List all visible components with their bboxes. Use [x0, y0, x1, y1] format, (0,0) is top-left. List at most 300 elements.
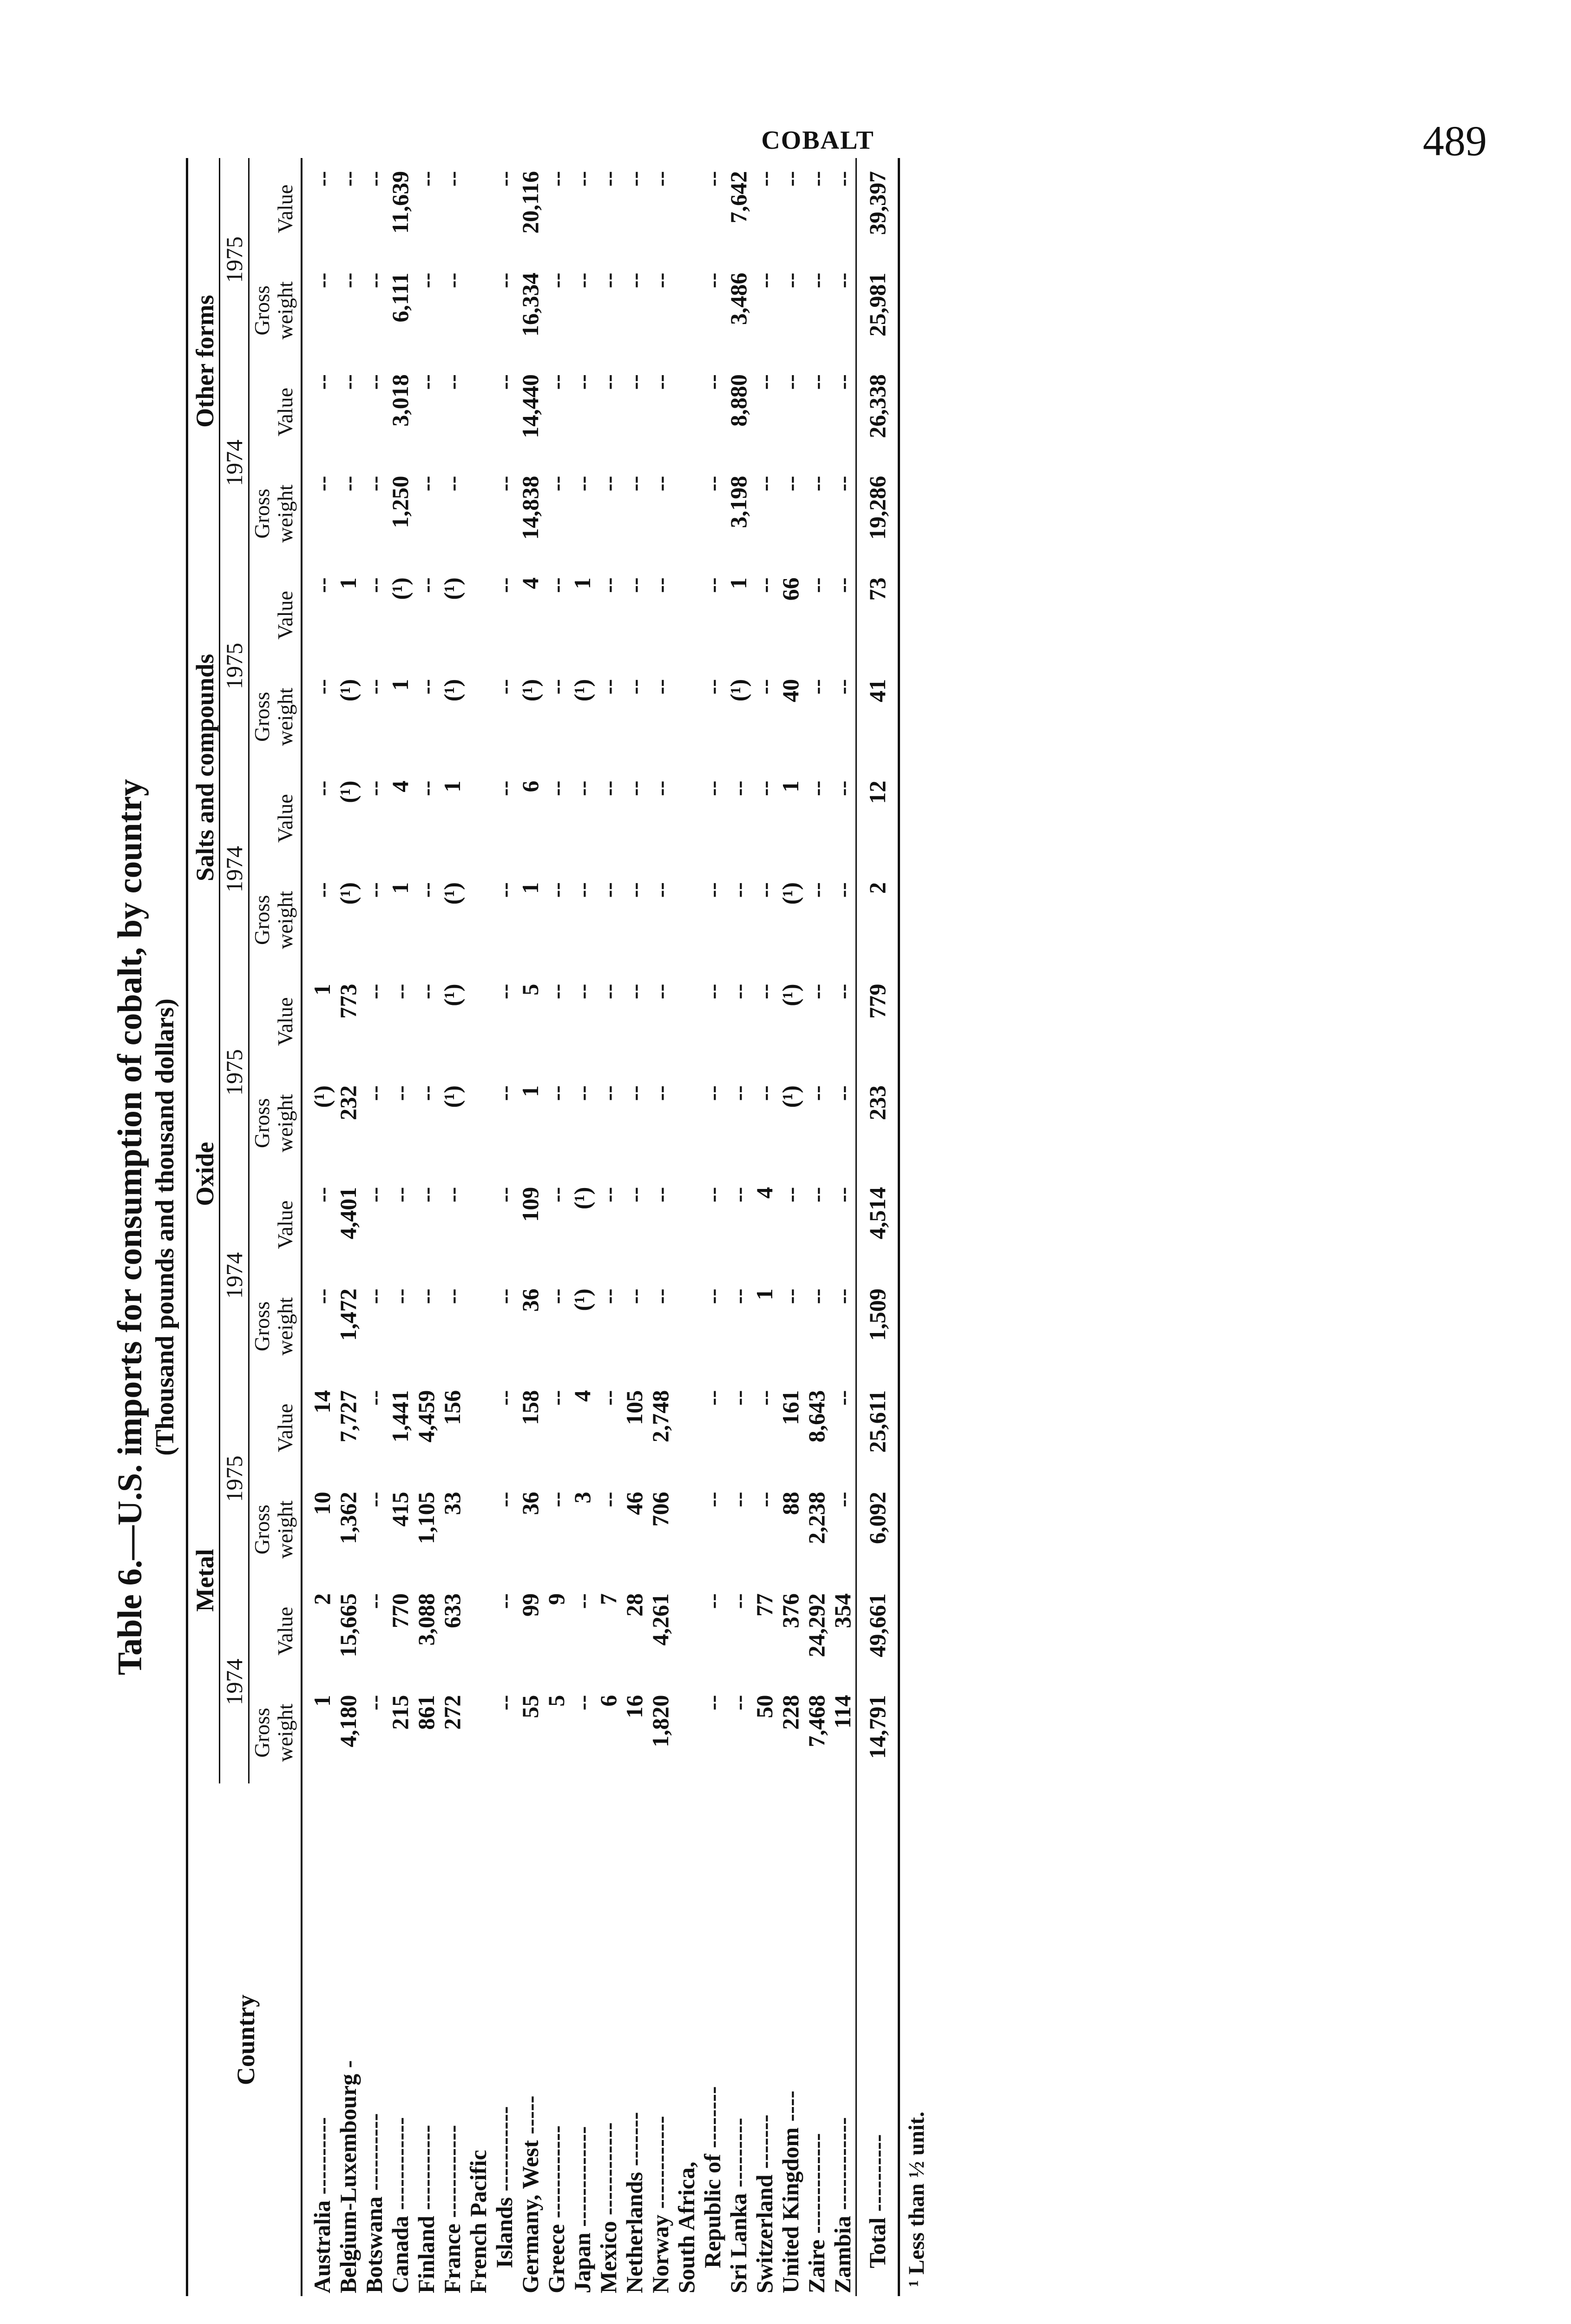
total-value-cell: 233 [856, 1072, 891, 1174]
value-cell: -- [699, 1390, 725, 1406]
value-cell: 1 [569, 577, 595, 589]
value-cell: -- [647, 171, 673, 187]
value-cell: (¹) [569, 679, 595, 702]
value-cell: -- [621, 984, 647, 999]
value-cell [465, 564, 491, 666]
value-cell: -- [491, 984, 517, 999]
value-cell: 7 [595, 1593, 621, 1605]
value-header: Value [249, 564, 302, 666]
value-cell: -- [491, 1492, 517, 1507]
value-cell: 8,880 [725, 374, 751, 427]
value-cell: -- [699, 882, 725, 898]
value-cell: -- [621, 780, 647, 796]
value-cell [465, 666, 491, 768]
value-cell: -- [543, 882, 569, 898]
total-row [856, 158, 891, 2296]
value-cell: (¹) [309, 1085, 335, 1108]
gross-weight-header: Gross weight [249, 1682, 302, 1784]
value-cell: -- [543, 1187, 569, 1203]
value-cell: -- [699, 1695, 725, 1710]
value-cell: -- [413, 984, 439, 999]
value-cell: -- [569, 1593, 595, 1609]
value-cell: (¹) [569, 1288, 595, 1311]
value-cell: (¹) [517, 679, 543, 702]
value-cell: -- [543, 171, 569, 187]
value-cell: -- [439, 475, 465, 492]
total-value-cell: 14,791 [856, 1682, 891, 1784]
year-header: 1974 [220, 1580, 249, 1783]
value-cell: 2,748 [647, 1390, 673, 1443]
value-cell: -- [361, 1085, 387, 1101]
value-cell [465, 971, 491, 1073]
value-header: Value [249, 1580, 302, 1682]
table-row [595, 158, 621, 2296]
total-value-cell: 25,611 [856, 1377, 891, 1479]
gross-weight-header: Gross weight [249, 666, 302, 768]
value-header: Value [249, 361, 302, 463]
value-cell: (¹) [439, 882, 465, 905]
group-header-salts: Salts and compounds [187, 564, 220, 971]
value-cell: -- [361, 1593, 387, 1609]
value-cell: (¹) [777, 984, 803, 1006]
value-cell: 36 [517, 1492, 543, 1515]
total-value-cell: 1,509 [856, 1275, 891, 1377]
country-cell: Greece ------------ [543, 2125, 569, 2293]
value-header: Value [249, 971, 302, 1073]
value-cell: -- [413, 1187, 439, 1203]
value-cell: -- [725, 1288, 751, 1304]
value-cell: -- [569, 272, 595, 288]
value-cell: -- [621, 1085, 647, 1101]
value-cell: 215 [387, 1695, 413, 1730]
page-number: 489 [1423, 117, 1487, 165]
value-cell: 3,088 [413, 1593, 439, 1646]
value-cell: -- [699, 984, 725, 999]
value-header: Value [249, 767, 302, 869]
value-cell: -- [829, 679, 855, 695]
gross-weight-header: Gross weight [249, 1072, 302, 1174]
value-cell: 1,472 [335, 1288, 361, 1341]
value-cell: (¹) [569, 1187, 595, 1210]
total-value-cell: 12 [856, 767, 891, 869]
value-cell: -- [413, 679, 439, 695]
value-cell: -- [491, 1695, 517, 1710]
value-cell: -- [335, 171, 361, 187]
value-cell: 105 [621, 1390, 647, 1425]
table-subtitle: (Thousand pounds and thousand dollars) [151, 998, 179, 1456]
value-cell: -- [491, 1288, 517, 1304]
table-title: Table 6.—U.S. imports for consumption of cobalt, by country [111, 779, 149, 1676]
value-cell: -- [725, 1695, 751, 1710]
country-cell: Zambia ------------ [829, 2117, 855, 2293]
value-cell: -- [413, 171, 439, 187]
value-cell: -- [491, 1187, 517, 1203]
value-cell: -- [829, 475, 855, 492]
value-cell: -- [309, 1288, 335, 1304]
value-cell: 1,441 [387, 1390, 413, 1443]
value-cell: (¹) [439, 577, 465, 600]
value-cell: -- [361, 780, 387, 796]
value-cell: 4 [751, 1187, 777, 1199]
value-cell [673, 1072, 699, 1174]
value-cell: -- [751, 272, 777, 288]
value-cell: -- [621, 577, 647, 593]
value-cell: -- [803, 272, 829, 288]
table-row [673, 158, 699, 2296]
value-cell: -- [751, 679, 777, 695]
value-cell: -- [829, 1492, 855, 1507]
footnote: ¹ Less than ½ unit. [898, 158, 929, 2296]
value-cell: 7,727 [335, 1390, 361, 1443]
value-cell: -- [829, 1288, 855, 1304]
value-cell: 415 [387, 1492, 413, 1527]
value-cell: -- [309, 679, 335, 695]
country-cell: Netherlands ------- [621, 2112, 647, 2293]
value-cell [465, 1377, 491, 1479]
value-cell: 3,018 [387, 374, 413, 427]
value-cell: -- [595, 679, 621, 695]
gross-weight-header: Gross weight [249, 1275, 302, 1377]
table-row [335, 158, 361, 2296]
value-cell [465, 463, 491, 565]
value-cell: -- [309, 577, 335, 593]
value-cell: -- [387, 984, 413, 999]
value-cell [465, 1174, 491, 1276]
value-cell [673, 767, 699, 869]
value-cell: -- [361, 374, 387, 390]
value-header: Value [249, 158, 302, 260]
value-cell: -- [413, 475, 439, 492]
value-cell: -- [803, 984, 829, 999]
table-row [465, 158, 491, 2296]
value-cell: -- [803, 1288, 829, 1304]
value-cell: -- [543, 1492, 569, 1507]
total-value-cell: 2 [856, 869, 891, 971]
value-cell: -- [647, 1288, 673, 1304]
value-cell: -- [621, 272, 647, 288]
value-cell: -- [595, 171, 621, 187]
value-cell: -- [569, 475, 595, 492]
value-cell: -- [595, 780, 621, 796]
value-cell: 114 [829, 1695, 855, 1729]
value-cell: (¹) [335, 679, 361, 702]
value-cell: 1 [439, 780, 465, 792]
table-row [829, 158, 856, 2296]
value-cell: -- [309, 780, 335, 796]
value-cell: -- [647, 577, 673, 593]
value-cell: -- [595, 882, 621, 898]
value-cell: -- [543, 679, 569, 695]
value-cell: (¹) [335, 780, 361, 803]
value-cell: 33 [439, 1492, 465, 1515]
value-cell: -- [777, 1187, 803, 1203]
value-cell [673, 564, 699, 666]
value-cell: 1 [777, 780, 803, 792]
value-cell: 16 [621, 1695, 647, 1718]
country-cell: Finland ----------- [413, 2125, 439, 2293]
value-cell: 10 [309, 1492, 335, 1515]
value-cell: -- [829, 577, 855, 593]
value-cell: 55 [517, 1695, 543, 1718]
country-cell: Republic of -------- [699, 2086, 725, 2268]
value-cell: 5 [543, 1695, 569, 1707]
value-cell: -- [751, 882, 777, 898]
value-cell: -- [439, 171, 465, 187]
year-header: 1974 [220, 767, 249, 971]
value-cell: -- [803, 679, 829, 695]
value-cell: -- [725, 1390, 751, 1406]
value-cell: -- [647, 272, 673, 288]
value-cell: -- [699, 1187, 725, 1203]
country-cell: Mexico ------------ [595, 2122, 621, 2293]
table-row [751, 158, 777, 2296]
value-cell [673, 260, 699, 362]
value-cell: 24,292 [803, 1593, 829, 1657]
value-cell: -- [361, 1695, 387, 1710]
value-cell [673, 1377, 699, 1479]
country-cell: Germany, West ----- [517, 2095, 543, 2293]
value-cell: -- [595, 272, 621, 288]
value-cell: 4 [387, 780, 413, 792]
value-cell: -- [647, 780, 673, 796]
value-cell: -- [335, 374, 361, 390]
country-cell: Australia ---------- [309, 2117, 335, 2293]
value-cell: 3,198 [725, 475, 751, 528]
value-cell: 376 [777, 1593, 803, 1629]
value-cell: -- [829, 272, 855, 288]
value-cell: -- [413, 1085, 439, 1101]
value-cell: -- [803, 475, 829, 492]
value-cell: 706 [647, 1492, 673, 1527]
value-cell: (¹) [439, 679, 465, 702]
country-cell: France ------------ [439, 2125, 465, 2293]
value-cell: 2 [309, 1593, 335, 1605]
value-cell [673, 971, 699, 1073]
table-row [413, 158, 439, 2296]
value-cell: 1 [517, 1085, 543, 1097]
value-cell: 1 [387, 679, 413, 691]
total-value-cell: 6,092 [856, 1479, 891, 1580]
country-cell: Japan ------------- [569, 2126, 595, 2293]
value-cell: -- [699, 679, 725, 695]
value-cell: -- [543, 780, 569, 796]
value-cell: 88 [777, 1492, 803, 1515]
value-cell: -- [569, 984, 595, 999]
value-cell: -- [491, 577, 517, 593]
value-cell: -- [361, 1288, 387, 1304]
value-cell: -- [829, 171, 855, 187]
table-row [803, 158, 829, 2296]
value-cell: (¹) [725, 679, 751, 702]
total-value-cell: 39,397 [856, 158, 891, 260]
value-cell: 4 [569, 1390, 595, 1402]
value-cell: 14 [309, 1390, 335, 1413]
value-cell: -- [491, 475, 517, 492]
value-cell: -- [491, 882, 517, 898]
value-cell: -- [569, 1695, 595, 1710]
value-cell: 66 [777, 577, 803, 601]
value-cell: -- [361, 882, 387, 898]
value-cell: 9 [543, 1593, 569, 1605]
value-cell [465, 1275, 491, 1377]
value-cell: -- [439, 374, 465, 390]
country-cell: Zaire ------------- [803, 2133, 829, 2293]
value-cell: -- [777, 374, 803, 390]
value-cell: -- [491, 679, 517, 695]
country-cell: Canada ------------ [387, 2117, 413, 2293]
country-cell: Botswana ---------- [361, 2113, 387, 2293]
value-cell: -- [725, 1187, 751, 1203]
value-header: Value [249, 1377, 302, 1479]
table-row [621, 158, 647, 2296]
value-cell: -- [413, 882, 439, 898]
value-cell: -- [361, 1492, 387, 1507]
year-header: 1975 [220, 1377, 249, 1580]
value-cell: 109 [517, 1187, 543, 1222]
value-cell: -- [569, 882, 595, 898]
value-cell: 4,459 [413, 1390, 439, 1443]
value-cell: -- [751, 1085, 777, 1101]
value-cell: -- [491, 1085, 517, 1101]
value-cell: -- [829, 1390, 855, 1406]
value-cell: -- [543, 577, 569, 593]
total-value-cell: 26,338 [856, 361, 891, 463]
value-cell: -- [387, 1085, 413, 1101]
value-cell: -- [699, 1593, 725, 1609]
value-cell: -- [621, 1288, 647, 1304]
value-cell: -- [647, 374, 673, 390]
total-value-cell: 779 [856, 971, 891, 1073]
value-cell: -- [543, 475, 569, 492]
value-cell: -- [543, 374, 569, 390]
value-cell: 633 [439, 1593, 465, 1629]
value-cell: -- [543, 984, 569, 999]
value-cell [465, 260, 491, 362]
value-cell [465, 1580, 491, 1682]
value-cell: -- [387, 1187, 413, 1203]
value-cell: 773 [335, 984, 361, 1019]
total-value-cell: 41 [856, 666, 891, 768]
value-cell: -- [621, 679, 647, 695]
value-cell: -- [491, 1390, 517, 1406]
value-cell [673, 869, 699, 971]
table-row [361, 158, 387, 2296]
value-cell: 161 [777, 1390, 803, 1425]
value-cell: -- [647, 475, 673, 492]
value-cell: -- [569, 1085, 595, 1101]
running-head: COBALT [761, 126, 874, 155]
total-value-cell: 49,661 [856, 1580, 891, 1682]
value-cell: -- [751, 374, 777, 390]
value-cell: -- [621, 475, 647, 492]
value-cell: 6 [595, 1695, 621, 1707]
value-cell [673, 1479, 699, 1580]
value-cell: -- [699, 780, 725, 796]
value-cell: 4 [517, 577, 543, 589]
value-cell: -- [309, 882, 335, 898]
value-cell: -- [829, 1187, 855, 1203]
value-header: Value [249, 1174, 302, 1276]
value-cell: -- [595, 1492, 621, 1507]
value-cell [465, 1479, 491, 1580]
value-cell: 6,111 [387, 272, 413, 323]
value-cell: 28 [621, 1593, 647, 1617]
country-cell: Norway ------------ [647, 2116, 673, 2293]
value-cell: -- [361, 679, 387, 695]
value-cell: -- [751, 1390, 777, 1406]
value-cell: 3,486 [725, 272, 751, 325]
rotated-table-block [112, 158, 1032, 2296]
value-cell: -- [543, 272, 569, 288]
value-cell: 1,362 [335, 1492, 361, 1544]
value-cell: -- [621, 882, 647, 898]
value-cell: -- [751, 577, 777, 593]
value-cell: -- [491, 374, 517, 390]
value-cell: 770 [387, 1593, 413, 1629]
value-cell: -- [595, 374, 621, 390]
country-cell: Sri Lanka --------- [725, 2118, 751, 2293]
value-cell: -- [803, 1187, 829, 1203]
value-cell: 16,334 [517, 272, 543, 337]
value-cell: 46 [621, 1492, 647, 1515]
value-cell: 156 [439, 1390, 465, 1425]
value-cell: (¹) [439, 1085, 465, 1108]
country-cell: United Kingdom ---- [777, 2090, 803, 2293]
value-cell: 228 [777, 1695, 803, 1730]
table-row [569, 158, 595, 2296]
total-label: Total ---------- [856, 1783, 891, 2296]
total-value-cell: 25,981 [856, 260, 891, 362]
total-value-cell: 4,514 [856, 1174, 891, 1276]
value-cell: -- [647, 1187, 673, 1203]
value-cell: -- [595, 984, 621, 999]
value-cell: 1 [517, 882, 543, 894]
value-cell: (¹) [387, 577, 413, 600]
value-cell: -- [439, 272, 465, 288]
country-cell: Islands ----------- [491, 2106, 517, 2268]
value-cell: -- [699, 577, 725, 593]
value-cell: 4,261 [647, 1593, 673, 1646]
value-cell: -- [543, 1390, 569, 1406]
value-cell: -- [595, 1085, 621, 1101]
imports-table [186, 158, 890, 2296]
value-cell: -- [361, 984, 387, 999]
value-cell [465, 869, 491, 971]
value-cell: 3 [569, 1492, 595, 1504]
value-cell: 861 [413, 1695, 439, 1730]
group-header-metal: Metal [187, 1377, 220, 1783]
value-cell: -- [361, 272, 387, 288]
value-cell: 7,468 [803, 1695, 829, 1748]
value-cell: -- [725, 1492, 751, 1507]
value-cell [465, 361, 491, 463]
value-cell: (¹) [439, 984, 465, 1006]
total-value-cell: 73 [856, 564, 891, 666]
value-cell: -- [335, 272, 361, 288]
value-cell: -- [361, 475, 387, 492]
value-cell: -- [309, 374, 335, 390]
value-cell: 14,838 [517, 475, 543, 540]
year-header: 1974 [220, 1174, 249, 1377]
value-cell: -- [413, 272, 439, 288]
table-row [725, 158, 751, 2296]
value-cell: -- [413, 780, 439, 796]
value-cell [673, 463, 699, 565]
country-cell: Belgium-Luxembourg - [335, 2060, 361, 2293]
value-cell: -- [725, 1593, 751, 1609]
value-cell: -- [491, 171, 517, 187]
value-cell: -- [621, 374, 647, 390]
